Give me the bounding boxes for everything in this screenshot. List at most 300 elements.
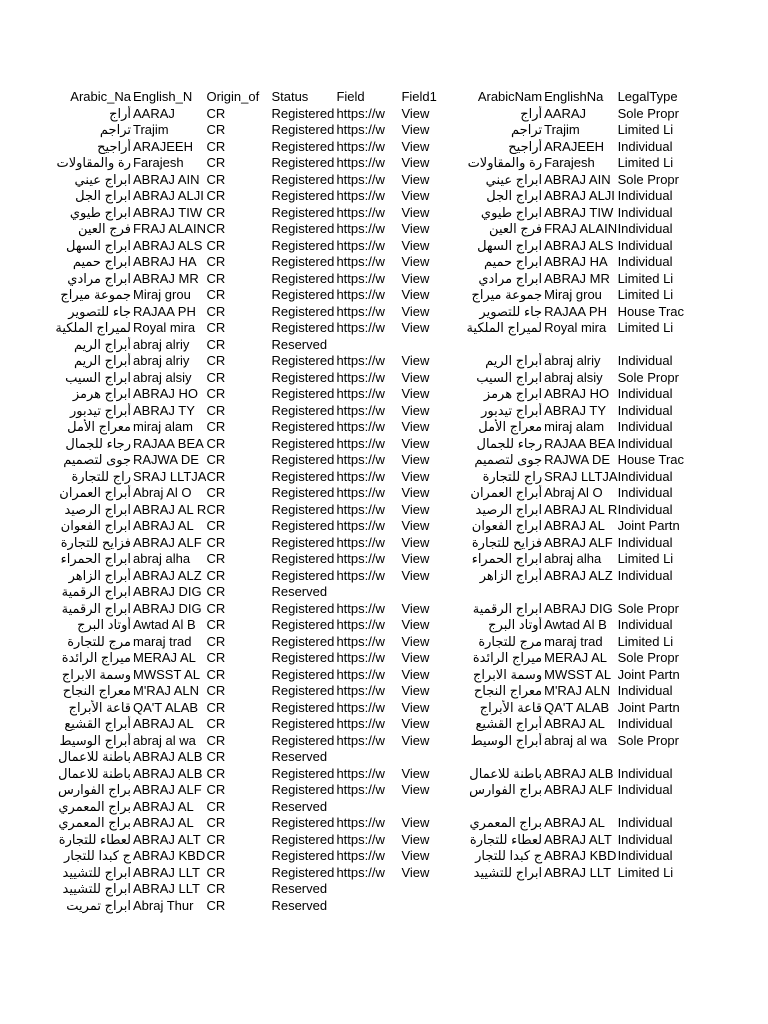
cell-arabic-name[interactable]: فزايح للتجارة — [60, 534, 131, 550]
cell-arabic-name-2[interactable] — [466, 881, 544, 898]
cell-legal-type[interactable] — [618, 898, 684, 915]
cell-origin[interactable]: CR — [206, 353, 226, 368]
cell-field-link[interactable]: https://w — [336, 551, 385, 566]
cell-field-link[interactable]: https://w — [336, 188, 385, 203]
cell-arabic-name-2[interactable]: ابراج الجل — [486, 188, 543, 203]
cell-english-name[interactable]: ABRAJ ALS — [133, 237, 203, 253]
header-cell-field[interactable] — [336, 89, 401, 106]
cell-arabic-name-2[interactable]: براج المعمري — [469, 815, 543, 830]
cell-field-link[interactable]: https://w — [336, 369, 385, 385]
cell-status[interactable]: Registered — [271, 699, 335, 715]
cell-legal-type[interactable]: Individual — [617, 782, 673, 797]
cell-english-name[interactable]: Trajim — [133, 122, 169, 137]
cell-view-link[interactable]: View — [401, 320, 430, 335]
cell-arabic-name[interactable]: لميراج الملكية — [55, 320, 131, 335]
cell-origin[interactable]: CR — [206, 848, 226, 863]
cell-legal-type[interactable]: Limited Li — [617, 633, 674, 649]
cell-legal-type[interactable]: Individual — [617, 254, 673, 269]
cell-origin[interactable]: CR — [206, 650, 226, 665]
header-cell-arabic-name-2[interactable]: ArabicNam — [477, 89, 543, 104]
cell-arabic-name[interactable]: ابراج السيب — [65, 369, 131, 385]
cell-view-link[interactable]: View — [401, 864, 430, 880]
cell-english-name-2[interactable]: ABRAJ AL — [544, 518, 605, 533]
cell-view-link[interactable]: View — [401, 534, 430, 550]
cell-field-link[interactable]: https://w — [336, 320, 385, 335]
cell-arabic-name[interactable]: راج للتجارة — [71, 468, 131, 484]
cell-view-link[interactable]: View — [401, 435, 430, 451]
cell-arabic-name-2[interactable]: ابراج الفعوان — [471, 518, 543, 533]
cell-status[interactable]: Registered — [271, 122, 335, 137]
cell-english-name-2[interactable]: ABRAJ TIW — [544, 204, 614, 220]
cell-english-name-2[interactable]: abraj al wa — [544, 732, 607, 748]
cell-status[interactable]: Registered — [271, 716, 335, 731]
cell-view-link[interactable] — [401, 881, 466, 898]
cell-legal-type[interactable]: Individual — [617, 683, 673, 698]
cell-origin[interactable]: CR — [206, 270, 226, 286]
cell-origin[interactable]: CR — [206, 221, 226, 236]
cell-legal-type[interactable]: Individual — [617, 534, 673, 550]
cell-english-name-2[interactable]: SRAJ LLTJA — [544, 468, 618, 484]
cell-view-link[interactable]: View — [401, 419, 430, 434]
cell-arabic-name-2[interactable]: فرج العين — [489, 221, 543, 236]
cell-status[interactable]: Reserved — [271, 881, 328, 896]
cell-view-link[interactable]: View — [401, 831, 430, 847]
cell-origin[interactable]: CR — [206, 369, 226, 385]
cell-origin[interactable]: CR — [206, 716, 226, 731]
cell-legal-type[interactable]: House Trac — [617, 452, 685, 467]
cell-legal-type[interactable]: Individual — [617, 567, 673, 583]
cell-arabic-name[interactable]: ابراج مرادي — [67, 270, 131, 286]
cell-legal-type[interactable]: Sole Propr — [617, 732, 679, 748]
cell-arabic-name[interactable]: أوتاد البرج — [77, 617, 131, 632]
cell-status[interactable]: Registered — [271, 534, 335, 550]
cell-english-name[interactable]: ARAJEEH — [133, 138, 193, 154]
cell-status[interactable]: Registered — [271, 419, 335, 434]
cell-arabic-name-2[interactable]: ج كبدا للتجار — [475, 848, 543, 863]
cell-origin[interactable]: CR — [206, 600, 226, 616]
cell-field-link[interactable]: https://w — [336, 600, 385, 616]
cell-view-link[interactable]: View — [401, 518, 430, 533]
cell-arabic-name[interactable]: ابراج الرقمية — [61, 600, 131, 616]
cell-origin[interactable]: CR — [206, 435, 226, 451]
cell-field-link[interactable]: https://w — [336, 683, 385, 698]
cell-arabic-name-2[interactable]: براج الفوارس — [469, 782, 543, 797]
cell-arabic-name-2[interactable]: أوتاد البرج — [488, 617, 543, 632]
cell-status[interactable]: Registered — [271, 303, 335, 319]
cell-field-link[interactable]: https://w — [336, 452, 385, 467]
cell-status[interactable]: Registered — [271, 782, 335, 797]
cell-origin[interactable]: CR — [206, 468, 226, 484]
cell-arabic-name-2[interactable] — [466, 584, 544, 601]
cell-view-link[interactable]: View — [401, 105, 430, 121]
cell-arabic-name[interactable]: ابراج الفعوان — [60, 518, 131, 533]
cell-status[interactable]: Registered — [271, 254, 335, 269]
cell-view-link[interactable]: View — [401, 254, 430, 269]
cell-english-name[interactable]: ABRAJ AL — [133, 798, 194, 814]
cell-english-name-2[interactable]: Abraj Al O — [544, 485, 603, 500]
cell-field-link[interactable]: https://w — [336, 237, 385, 253]
cell-english-name[interactable]: maraj trad — [133, 633, 192, 649]
cell-status[interactable]: Reserved — [271, 336, 328, 352]
cell-origin[interactable]: CR — [206, 402, 226, 418]
header-cell-origin[interactable]: Origin_of — [206, 89, 260, 104]
cell-status[interactable]: Reserved — [271, 798, 328, 814]
cell-view-link[interactable]: View — [401, 402, 430, 418]
cell-view-link[interactable]: View — [401, 452, 430, 467]
cell-arabic-name-2[interactable]: باطنة للاعمال — [469, 765, 543, 781]
cell-origin[interactable]: CR — [206, 419, 226, 434]
cell-field-link[interactable]: https://w — [336, 815, 385, 830]
cell-english-name-2[interactable]: Royal mira — [544, 320, 607, 335]
cell-arabic-name[interactable]: جاء للتصوير — [68, 303, 131, 319]
cell-legal-type[interactable]: Individual — [617, 831, 673, 847]
cell-arabic-name[interactable]: ابراج الحمراء — [60, 551, 131, 566]
cell-status[interactable]: Registered — [271, 551, 335, 566]
cell-legal-type[interactable]: Sole Propr — [617, 600, 679, 616]
cell-english-name-2[interactable]: ABRAJ ALS — [544, 237, 614, 253]
cell-field-link[interactable] — [336, 799, 401, 816]
cell-arabic-name-2[interactable]: رة والمقاولات — [467, 155, 543, 170]
cell-field-link[interactable]: https://w — [336, 534, 385, 550]
cell-field-link[interactable]: https://w — [336, 155, 385, 170]
cell-status[interactable]: Registered — [271, 765, 335, 781]
cell-english-name[interactable]: MERAJ AL — [133, 650, 196, 665]
cell-english-name[interactable]: ABRAJ ALB — [133, 749, 203, 764]
cell-field-link[interactable]: https://w — [336, 353, 385, 368]
cell-origin[interactable]: CR — [206, 666, 226, 682]
cell-field-link[interactable] — [336, 337, 401, 354]
cell-view-link[interactable]: View — [401, 369, 430, 385]
cell-field-link[interactable]: https://w — [336, 501, 385, 517]
cell-origin[interactable]: CR — [206, 683, 226, 698]
cell-arabic-name[interactable]: أراجيح — [97, 138, 131, 154]
cell-origin[interactable]: CR — [206, 732, 226, 748]
cell-view-link[interactable]: View — [401, 716, 430, 731]
cell-arabic-name-2[interactable]: تراجم — [511, 122, 543, 137]
cell-arabic-name-2[interactable]: لميراج الملكية — [466, 320, 543, 335]
cell-english-name-2[interactable]: MWSST AL — [544, 666, 612, 682]
cell-arabic-name-2[interactable]: ابراج عيني — [485, 171, 543, 187]
cell-arabic-name-2[interactable]: وسمة الابراج — [473, 666, 543, 682]
cell-origin[interactable]: CR — [206, 501, 226, 517]
cell-legal-type[interactable]: Joint Partn — [617, 518, 680, 533]
cell-status[interactable]: Registered — [271, 683, 335, 698]
cell-field-link[interactable]: https://w — [336, 716, 385, 731]
cell-field-link[interactable]: https://w — [336, 303, 385, 319]
cell-field-link[interactable] — [336, 584, 401, 601]
cell-english-name-2[interactable] — [544, 337, 617, 354]
cell-field-link[interactable]: https://w — [336, 419, 385, 434]
cell-english-name-2[interactable]: Farajesh — [544, 155, 595, 170]
cell-legal-type[interactable]: Individual — [617, 419, 673, 434]
cell-english-name-2[interactable]: abraj alha — [544, 551, 602, 566]
cell-english-name[interactable]: ABRAJ AL — [133, 716, 194, 731]
cell-legal-type[interactable]: Individual — [617, 188, 673, 203]
cell-field-link[interactable]: https://w — [336, 204, 385, 220]
cell-origin[interactable]: CR — [206, 188, 226, 203]
cell-english-name[interactable]: ABRAJ TY — [133, 402, 195, 418]
cell-view-link[interactable]: View — [401, 237, 430, 253]
cell-field-link[interactable]: https://w — [336, 765, 385, 781]
cell-field-link[interactable]: https://w — [336, 699, 385, 715]
cell-arabic-name-2[interactable]: أبراج تيدبور — [481, 402, 543, 418]
cell-field-link[interactable]: https://w — [336, 732, 385, 748]
cell-status[interactable]: Registered — [271, 617, 335, 632]
cell-english-name-2[interactable]: ABRAJ ALF — [544, 534, 613, 550]
cell-status[interactable]: Registered — [271, 600, 335, 616]
cell-status[interactable]: Registered — [271, 386, 335, 401]
cell-view-link[interactable]: View — [401, 683, 430, 698]
cell-status[interactable]: Registered — [271, 171, 335, 187]
cell-english-name[interactable]: ABRAJ ALF — [133, 782, 202, 797]
cell-arabic-name-2[interactable] — [466, 898, 544, 915]
cell-origin[interactable]: CR — [206, 303, 226, 319]
cell-origin[interactable]: CR — [206, 815, 226, 830]
cell-arabic-name-2[interactable]: ميراج الرائدة — [472, 650, 543, 665]
cell-legal-type[interactable]: Individual — [617, 848, 673, 863]
cell-status[interactable]: Reserved — [271, 749, 328, 764]
cell-view-link[interactable]: View — [401, 171, 430, 187]
cell-english-name-2[interactable]: ABRAJ DIG — [544, 600, 613, 616]
cell-english-name-2[interactable] — [544, 881, 617, 898]
cell-arabic-name-2[interactable]: جاء للتصوير — [479, 303, 543, 319]
cell-view-link[interactable]: View — [401, 188, 430, 203]
cell-arabic-name-2[interactable]: أبراج العمران — [470, 485, 543, 500]
header-cell-field1[interactable]: Field1 — [401, 89, 437, 104]
cell-status[interactable]: Registered — [271, 138, 335, 154]
cell-english-name[interactable]: ABRAJ ALT — [133, 831, 201, 847]
cell-status[interactable]: Reserved — [271, 897, 328, 913]
cell-legal-type[interactable]: Sole Propr — [617, 650, 679, 665]
cell-field-link[interactable]: https://w — [336, 402, 385, 418]
cell-legal-type[interactable]: Individual — [617, 765, 673, 781]
cell-arabic-name[interactable]: براج المعمري — [58, 815, 131, 830]
cell-english-name[interactable]: abraj alsiy — [133, 369, 192, 385]
cell-arabic-name[interactable]: أبراج العمران — [59, 485, 131, 500]
cell-status[interactable]: Registered — [271, 270, 335, 286]
cell-arabic-name[interactable]: باطنة للاعمال — [58, 765, 131, 781]
cell-view-link[interactable] — [401, 898, 466, 915]
cell-english-name[interactable]: ABRAJ AL R — [133, 501, 207, 517]
cell-status[interactable]: Registered — [271, 864, 335, 880]
cell-view-link[interactable]: View — [401, 782, 430, 797]
cell-arabic-name-2[interactable]: ابراج الحمراء — [471, 551, 543, 566]
cell-english-name-2[interactable]: ABRAJ KBD — [544, 848, 617, 863]
cell-arabic-name[interactable]: أبراج الزاهر — [68, 567, 131, 583]
cell-english-name-2[interactable]: Trajim — [544, 122, 580, 137]
cell-arabic-name-2[interactable] — [466, 337, 544, 354]
cell-origin[interactable]: CR — [206, 534, 226, 550]
cell-field-link[interactable]: https://w — [336, 782, 385, 797]
cell-english-name-2[interactable]: ABRAJ ALT — [544, 831, 612, 847]
cell-legal-type[interactable] — [618, 584, 684, 601]
cell-legal-type[interactable]: Limited Li — [617, 320, 674, 335]
cell-arabic-name[interactable]: ابراج السهل — [65, 237, 131, 253]
cell-english-name[interactable]: ABRAJ MR — [133, 270, 199, 286]
cell-origin[interactable]: CR — [206, 765, 226, 781]
header-cell-status[interactable]: Status — [271, 89, 309, 104]
cell-english-name[interactable]: abraj alriy — [133, 353, 190, 368]
cell-english-name[interactable]: ABRAJ ALB — [133, 765, 203, 781]
cell-arabic-name[interactable]: ابراج الرقمية — [61, 584, 131, 599]
cell-arabic-name[interactable]: براج الفوارس — [57, 782, 131, 797]
cell-english-name-2[interactable]: ABRAJ AL R — [544, 501, 618, 517]
cell-field-link[interactable]: https://w — [336, 650, 385, 665]
cell-arabic-name[interactable]: أبراج تيدبور — [70, 402, 131, 418]
cell-view-link[interactable]: View — [401, 155, 430, 170]
cell-arabic-name-2[interactable]: ابراج هرمز — [483, 386, 543, 401]
cell-english-name[interactable]: Abraj Al O — [133, 485, 192, 500]
cell-arabic-name[interactable]: ميراج الرائدة — [61, 650, 131, 665]
cell-origin[interactable]: CR — [206, 567, 226, 583]
cell-arabic-name[interactable]: تراجم — [99, 122, 131, 137]
cell-english-name-2[interactable] — [544, 749, 617, 766]
cell-field-link[interactable]: https://w — [336, 485, 385, 500]
cell-origin[interactable]: CR — [206, 485, 226, 500]
cell-view-link[interactable]: View — [401, 765, 430, 781]
cell-arabic-name-2[interactable]: ابراج السهل — [477, 237, 543, 253]
cell-arabic-name-2[interactable] — [466, 749, 544, 766]
cell-legal-type[interactable]: Individual — [617, 617, 673, 632]
cell-status[interactable]: Registered — [271, 353, 335, 368]
cell-status[interactable]: Registered — [271, 320, 335, 335]
cell-english-name[interactable]: Royal mira — [133, 320, 196, 335]
cell-view-link[interactable]: View — [401, 287, 430, 302]
cell-arabic-name[interactable]: قاعة الأبراج — [68, 699, 131, 715]
cell-origin[interactable]: CR — [206, 584, 226, 599]
cell-status[interactable]: Registered — [271, 815, 335, 830]
cell-status[interactable]: Registered — [271, 666, 335, 682]
cell-english-name[interactable]: M'RAJ ALN — [133, 683, 200, 698]
cell-english-name-2[interactable]: Miraj grou — [544, 287, 602, 302]
cell-english-name-2[interactable]: abraj alriy — [544, 353, 601, 368]
header-cell-english-name[interactable]: English_N — [133, 89, 193, 104]
cell-arabic-name-2[interactable]: لعطاء للتجارة — [469, 831, 543, 847]
cell-field-link[interactable]: https://w — [336, 122, 385, 137]
cell-english-name-2[interactable]: ABRAJ AL — [544, 815, 605, 830]
cell-arabic-name[interactable]: ابراج هرمز — [72, 386, 131, 401]
cell-arabic-name[interactable]: ابراج تمريت — [66, 897, 131, 913]
cell-field-link[interactable]: https://w — [336, 864, 385, 880]
cell-english-name-2[interactable]: miraj alam — [544, 419, 605, 434]
cell-arabic-name-2[interactable] — [466, 799, 544, 816]
cell-legal-type[interactable]: Individual — [617, 386, 673, 401]
cell-view-link[interactable]: View — [401, 485, 430, 500]
cell-arabic-name-2[interactable]: فزايح للتجارة — [471, 534, 543, 550]
cell-legal-type[interactable]: Sole Propr — [617, 171, 679, 187]
cell-view-link[interactable]: View — [401, 468, 430, 484]
cell-origin[interactable]: CR — [206, 155, 226, 170]
cell-arabic-name-2[interactable]: ابراج مرادي — [478, 270, 543, 286]
cell-origin[interactable]: CR — [206, 237, 226, 253]
cell-legal-type[interactable]: Individual — [617, 221, 673, 236]
cell-arabic-name[interactable]: مرج للتجارة — [67, 633, 131, 649]
cell-arabic-name[interactable]: جموعة ميراج — [60, 287, 131, 302]
cell-english-name[interactable]: miraj alam — [133, 419, 193, 434]
cell-english-name[interactable]: abraj alha — [133, 551, 191, 566]
cell-legal-type[interactable]: Limited Li — [617, 864, 674, 880]
cell-arabic-name-2[interactable]: أبراج القشيع — [475, 716, 543, 731]
cell-legal-type[interactable]: Limited Li — [617, 270, 674, 286]
cell-status[interactable]: Registered — [271, 155, 335, 170]
cell-field-link[interactable]: https://w — [336, 831, 385, 847]
cell-field-link[interactable]: https://w — [336, 848, 385, 863]
cell-field-link[interactable]: https://w — [336, 468, 385, 484]
cell-arabic-name-2[interactable]: أبراج الزاهر — [479, 567, 543, 583]
cell-origin[interactable]: CR — [206, 749, 226, 764]
cell-arabic-name[interactable]: أبراج الريم — [73, 353, 131, 368]
cell-view-link[interactable]: View — [401, 270, 430, 286]
cell-arabic-name[interactable]: ج كبدا للتجار — [64, 848, 131, 863]
cell-english-name[interactable]: ABRAJ LLT — [133, 864, 200, 880]
cell-english-name[interactable]: ABRAJ HO — [133, 386, 199, 401]
cell-view-link[interactable]: View — [401, 732, 430, 748]
cell-view-link[interactable]: View — [401, 551, 430, 566]
cell-view-link[interactable] — [401, 584, 466, 601]
cell-english-name-2[interactable] — [544, 799, 617, 816]
cell-status[interactable]: Registered — [271, 633, 335, 649]
cell-status[interactable]: Registered — [271, 567, 335, 583]
cell-english-name[interactable]: SRAJ LLTJA — [133, 468, 207, 484]
cell-english-name-2[interactable]: ABRAJ AL — [544, 716, 605, 731]
cell-arabic-name[interactable]: رة والمقاولات — [56, 155, 131, 170]
cell-view-link[interactable]: View — [401, 699, 430, 715]
cell-status[interactable]: Registered — [271, 831, 335, 847]
cell-arabic-name[interactable]: أبراج الوسيط — [59, 732, 131, 748]
cell-arabic-name-2[interactable]: ابراج حميم — [483, 254, 543, 269]
cell-origin[interactable]: CR — [206, 204, 226, 220]
cell-english-name-2[interactable]: ABRAJ ALJI — [544, 188, 615, 203]
cell-english-name-2[interactable]: M'RAJ ALN — [544, 683, 611, 698]
cell-legal-type[interactable]: Individual — [617, 353, 673, 368]
cell-field-link[interactable]: https://w — [336, 518, 385, 533]
cell-english-name-2[interactable] — [544, 584, 617, 601]
cell-field-link[interactable]: https://w — [336, 435, 385, 451]
cell-legal-type[interactable]: Individual — [617, 716, 673, 731]
cell-english-name[interactable]: ABRAJ DIG — [133, 584, 202, 599]
cell-english-name[interactable]: ABRAJ ALJI — [133, 188, 204, 203]
cell-view-link[interactable]: View — [401, 138, 430, 154]
cell-view-link[interactable]: View — [401, 221, 430, 236]
cell-arabic-name[interactable]: معراج النجاح — [62, 683, 131, 698]
cell-status[interactable]: Registered — [271, 848, 335, 863]
cell-field-link[interactable]: https://w — [336, 287, 385, 302]
cell-legal-type[interactable]: Limited Li — [617, 551, 674, 566]
cell-origin[interactable]: CR — [206, 831, 226, 847]
cell-status[interactable]: Registered — [271, 369, 335, 385]
cell-english-name[interactable]: ABRAJ AL — [133, 815, 194, 830]
cell-arabic-name[interactable]: ابراج حميم — [72, 254, 131, 269]
cell-view-link[interactable] — [401, 799, 466, 816]
cell-english-name-2[interactable]: Awtad Al B — [544, 617, 607, 632]
cell-origin[interactable]: CR — [206, 105, 226, 121]
header-cell-legal-type[interactable]: LegalType — [617, 89, 678, 104]
cell-view-link[interactable] — [401, 749, 466, 766]
cell-view-link[interactable]: View — [401, 204, 430, 220]
cell-english-name-2[interactable]: MERAJ AL — [544, 650, 607, 665]
cell-view-link[interactable]: View — [401, 848, 430, 863]
cell-origin[interactable]: CR — [206, 122, 226, 137]
cell-english-name-2[interactable]: ABRAJ ALZ — [544, 567, 613, 583]
cell-field-link[interactable]: https://w — [336, 386, 385, 401]
cell-origin[interactable]: CR — [206, 617, 226, 632]
cell-english-name[interactable]: Farajesh — [133, 155, 184, 170]
cell-english-name-2[interactable]: ABRAJ ALB — [544, 765, 614, 781]
cell-arabic-name[interactable]: أبراج القشيع — [64, 716, 131, 731]
cell-view-link[interactable]: View — [401, 386, 430, 401]
cell-origin[interactable]: CR — [206, 881, 226, 896]
cell-english-name[interactable]: ABRAJ AIN — [133, 171, 200, 187]
